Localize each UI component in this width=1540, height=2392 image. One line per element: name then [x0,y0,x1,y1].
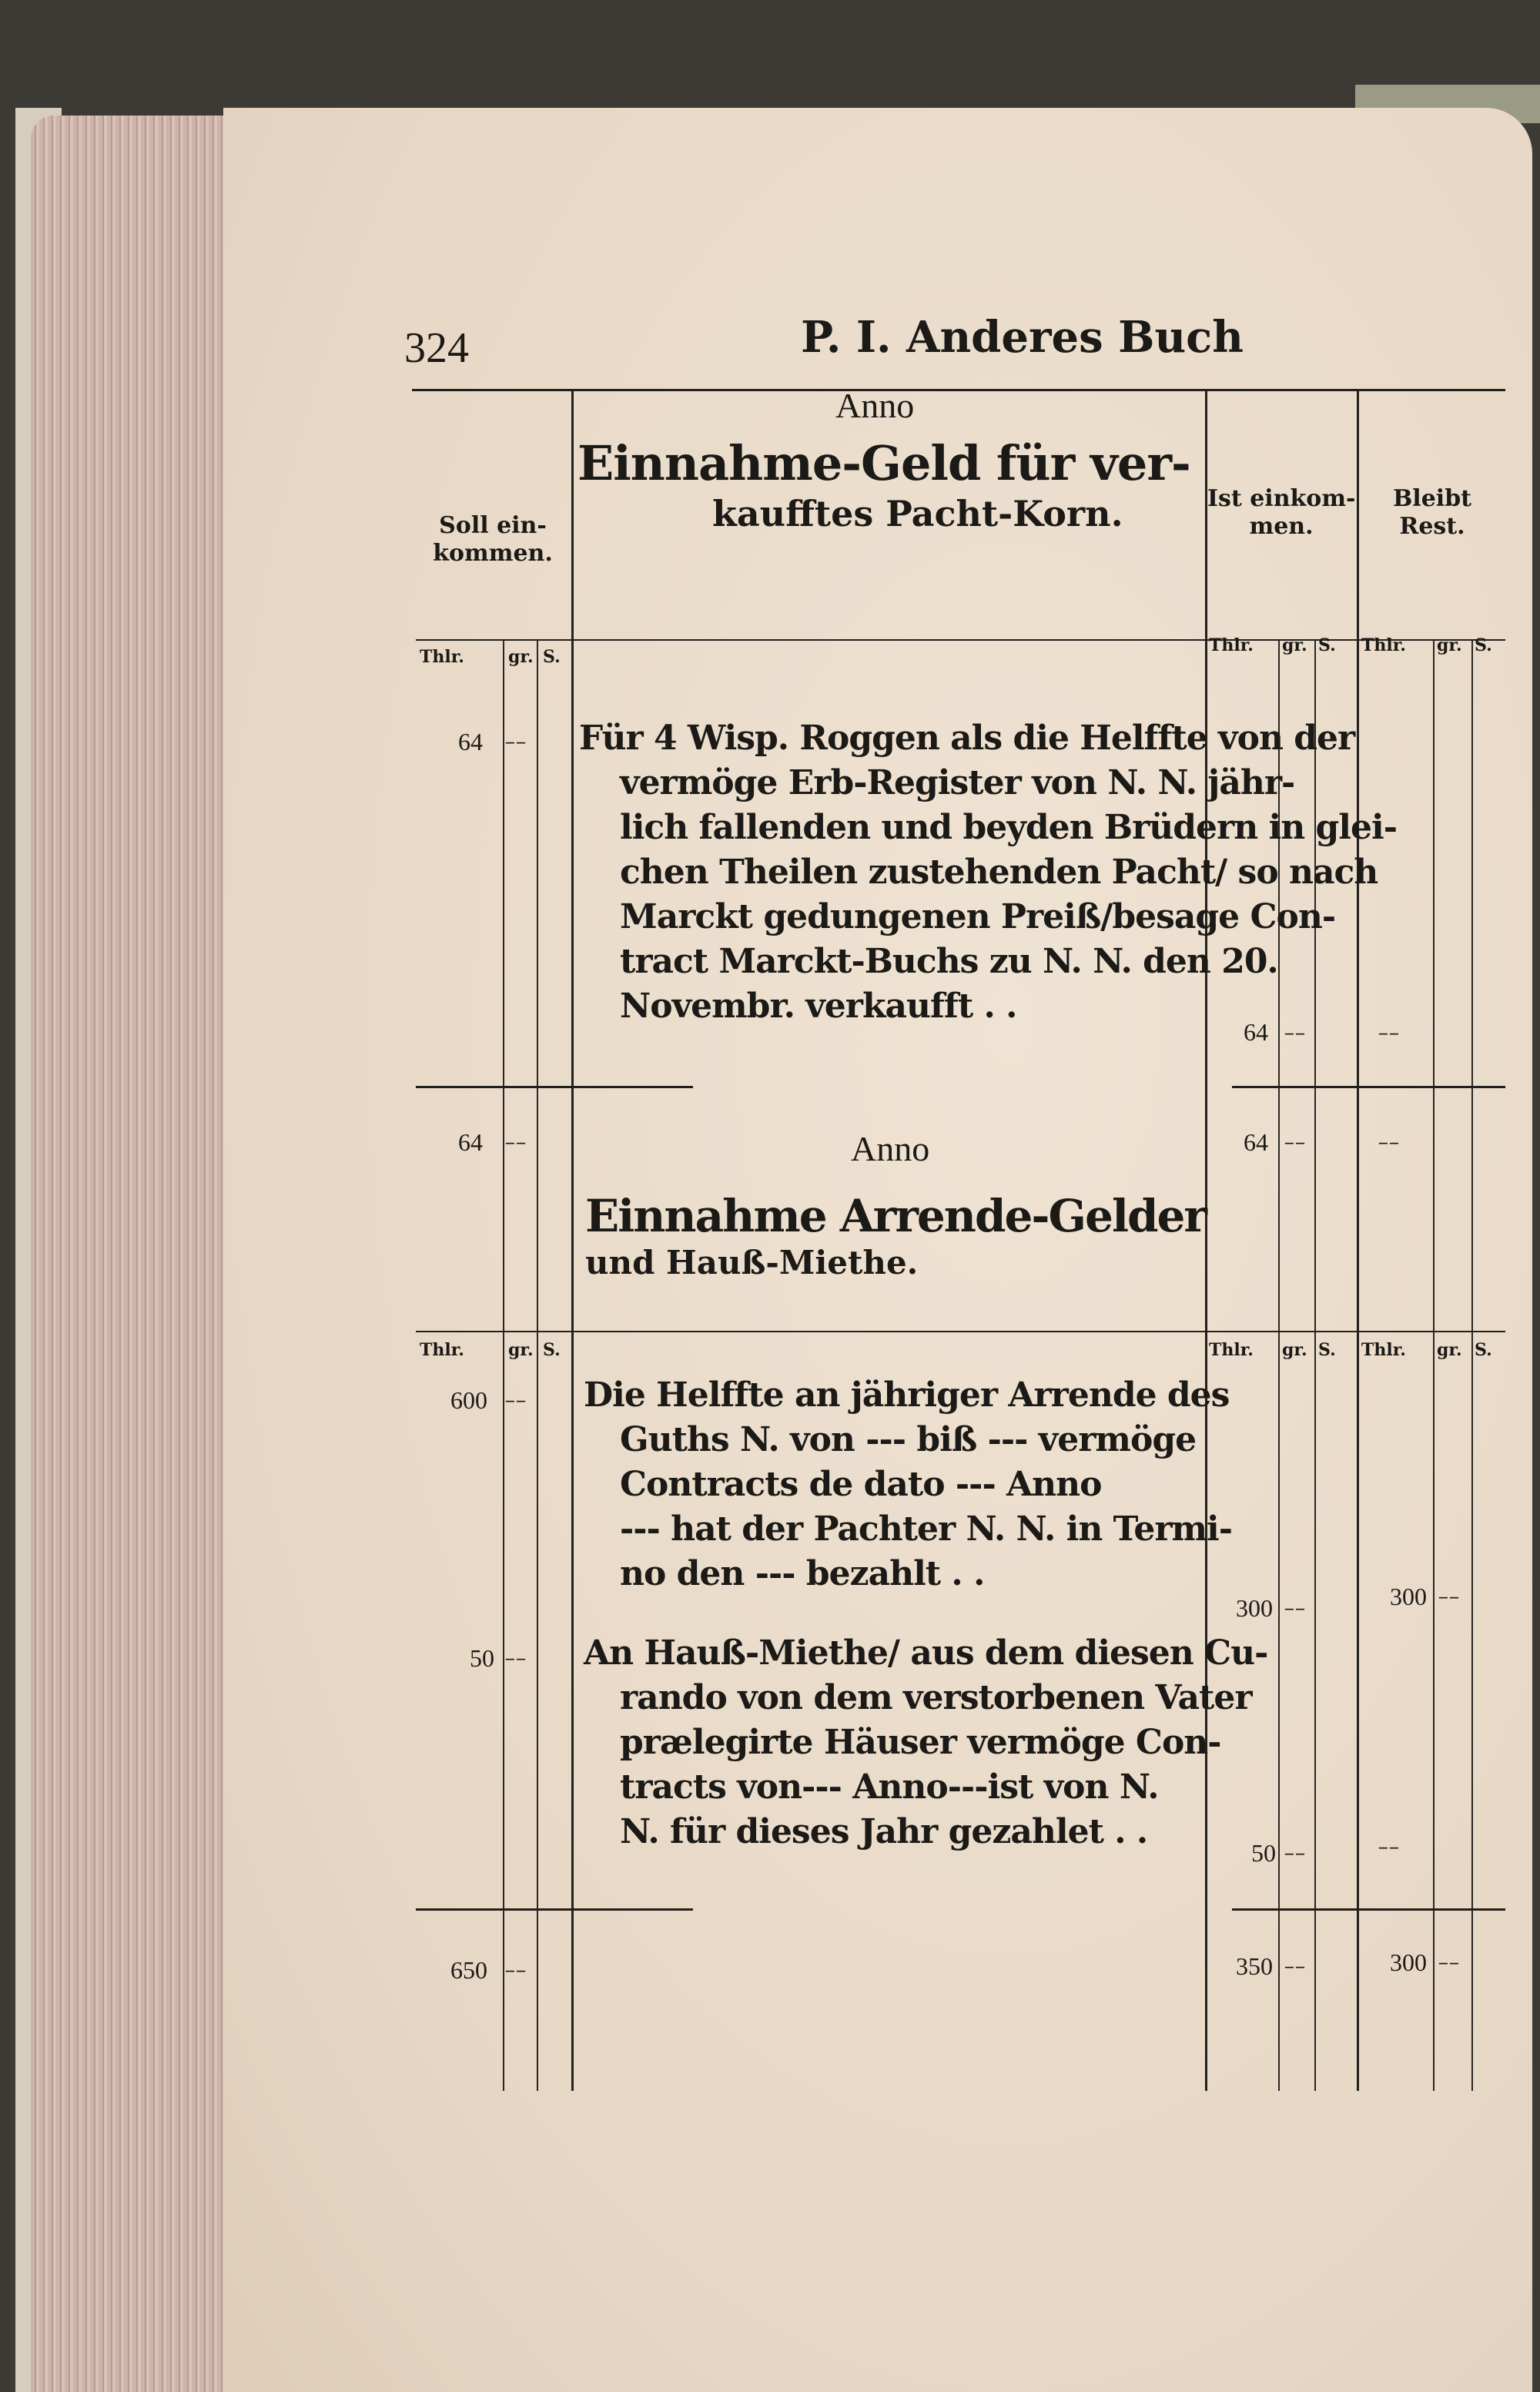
subcolumn-gr-left [503,639,504,2091]
entry-rest-amount: 300 [1390,1583,1427,1610]
unit-gr: gr. [1437,1340,1462,1360]
heading-bleibt-rest [1359,485,1505,541]
row-rule [416,639,1505,641]
page-number: 324 [404,324,469,372]
section2-title-line: Einnahme Arrende-Gelder [585,1190,1206,1242]
unit-gr: gr. [508,647,534,667]
ditto-mark: -- -- [1284,1598,1304,1617]
ditto-mark: -- -- [505,1960,524,1979]
entry-line: tracts von--- Anno---ist von N. [620,1767,1159,1807]
sum-rule [1232,1086,1505,1088]
header-rule [412,389,1505,391]
sum-rule [1232,1908,1505,1911]
section2-anno: Anno [851,1129,930,1168]
entry-ist-amount: 50 [1251,1839,1276,1867]
entry-line: Marckt gedungenen Preiß/besage Con- [620,897,1336,936]
entry-ist-amount: 64 [1244,1018,1268,1046]
column-divider-left [571,389,574,2091]
total-amount: 650 [450,1956,487,1984]
heading-line: Soll ein- [439,512,547,539]
entry-line: Für 4 Wisp. Roggen als die Helffte von der [579,719,1355,758]
entry-amount: 50 [470,1644,494,1672]
heading-line: kommen. [433,540,553,567]
heading-line: Bleibt [1392,485,1472,512]
total-amount: 64 [458,1128,483,1156]
section1-title-line: kaufftes Pacht-Korn. [712,493,1123,534]
subcolumn-s-left [537,639,538,2091]
entry-line: An Hauß-Miethe/ aus dem diesen Cu- [584,1633,1268,1673]
section1-anno: Anno [835,386,915,425]
page-stack-edge [31,116,239,2392]
entry-line: Die Helffte an jähriger Arrende des [584,1375,1230,1415]
unit-s: S. [1318,1340,1336,1360]
entry-line: prælegirte Häuser vermöge Con- [620,1723,1221,1762]
entry-line: N. für dieses Jahr gezahlet . . [620,1812,1148,1851]
entry-line: Contracts de dato --- Anno [620,1465,1102,1504]
unit-gr: gr. [508,1340,534,1360]
heading-line: men. [1249,513,1314,540]
unit-thlr: Thlr. [1361,635,1406,655]
ditto-mark: -- -- [1284,1956,1304,1975]
unit-s: S. [543,1340,561,1360]
entry-amount: 600 [450,1386,487,1414]
total-ist-amount: 350 [1236,1952,1273,1980]
subcolumn-s-rest [1471,639,1473,2091]
unit-thlr: Thlr. [1361,1340,1406,1360]
unit-s: S. [1475,1340,1492,1360]
ditto-mark: -- -- [1284,1132,1304,1151]
ditto-mark: -- -- [1284,1843,1304,1862]
unit-thlr: Thlr. [1209,1340,1254,1360]
entry-line: lich fallenden und beyden Brüdern in glei- [620,808,1397,847]
heading-soll-einkommen [416,512,570,568]
heading-line: Ist einkom- [1207,485,1356,512]
section1-title-line: Einnahme-Geld für ver- [578,435,1190,491]
ditto-mark: -- -- [1378,1023,1398,1042]
unit-gr: gr. [1282,1340,1307,1360]
entry-line: vermöge Erb-Register von N. N. jähr- [620,763,1295,802]
unit-thlr: Thlr. [420,647,464,667]
total-rest-amount: 300 [1390,1948,1427,1976]
entry-line: no den --- bezahlt . . [620,1554,985,1593]
total-ist-amount: 64 [1244,1128,1268,1156]
entry-amount: 64 [458,728,483,755]
unit-s: S. [1475,635,1492,655]
row-rule [416,1331,1505,1332]
entry-line: rando von dem verstorbenen Vater [620,1678,1252,1717]
entry-line: --- hat der Pachter N. N. in Termi- [620,1509,1233,1549]
ditto-mark: -- -- [1284,1023,1304,1042]
unit-s: S. [543,647,561,667]
ditto-mark: -- -- [1378,1837,1398,1856]
ditto-mark: -- -- [1438,1952,1458,1972]
section2-title-line: und Hauß-Miethe. [585,1244,919,1281]
unit-gr: gr. [1437,635,1462,655]
entry-line: Novembr. verkaufft . . [620,987,1017,1026]
ditto-mark: -- -- [505,1390,524,1409]
unit-thlr: Thlr. [1209,635,1254,655]
ditto-mark: -- -- [505,1648,524,1667]
sum-rule [416,1086,693,1088]
sum-rule [416,1908,693,1911]
ditto-mark: -- -- [1378,1132,1398,1151]
unit-s: S. [1318,635,1336,655]
entry-ist-amount: 300 [1236,1594,1273,1622]
ditto-mark: -- -- [505,1132,524,1151]
entry-line: Guths N. von --- biß --- vermöge [620,1420,1197,1459]
entry-line: chen Theilen zustehenden Pacht/ so nach [620,853,1378,892]
unit-thlr: Thlr. [420,1340,464,1360]
heading-ist-einkommen [1207,485,1355,541]
ditto-mark: -- -- [1438,1586,1458,1606]
column-divider-rest [1357,389,1359,2091]
unit-gr: gr. [1282,635,1307,655]
ditto-mark: -- -- [505,732,524,751]
running-title: P. I. Anderes Buch [801,312,1244,363]
entry-line: tract Marckt-Buchs zu N. N. den 20. [620,942,1278,981]
subcolumn-gr-rest [1433,639,1435,2091]
heading-line: Rest. [1399,513,1465,540]
